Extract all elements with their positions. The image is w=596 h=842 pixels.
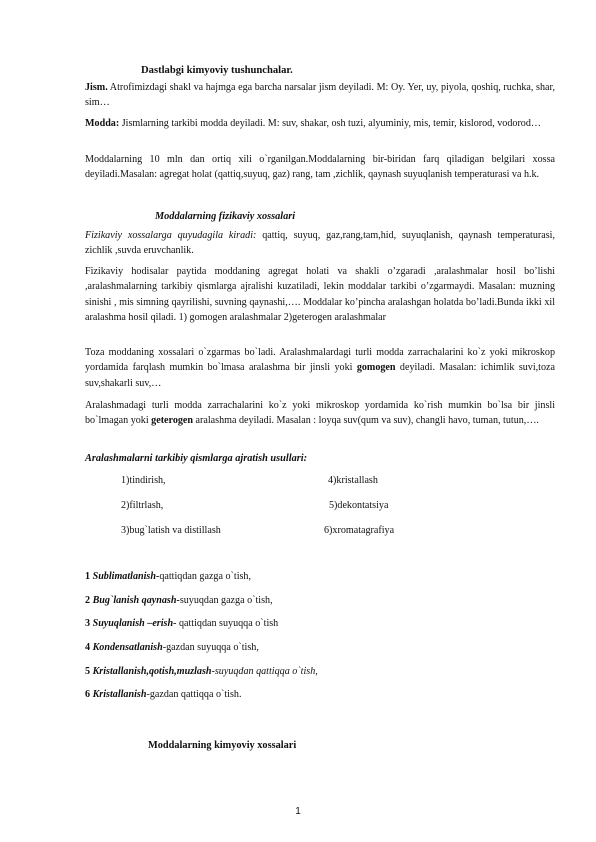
method-item: 6)xromatagrafiya — [324, 525, 395, 536]
method-item: 2)filtrlash, — [121, 500, 164, 511]
subtitle-ajratish-usullari: Aralashmalarni tarkibiy qismlarga ajratish usullari: — [85, 453, 308, 464]
paragraph-modda — [85, 116, 555, 131]
paragraph-gomogen: Toza moddaning xossalari o`zgarmas bo`ladi. Aralashmalardagi turli modda zarrachalarini ko`z yoki mikroskop yordamida farqlash mumkin bo`lmasa aralashma bir jinsli yoki gomogen deyiladi. Masalan: ichimlik suvi,toza suv,shakarli suv,… — [85, 347, 555, 389]
transition-item: 5 Kristallanish,qotish,muzlash-suyuqdan qattiqqa o`tish, — [85, 666, 318, 677]
page-title: Dastlabgi kimyoviy tushunchalar. — [141, 65, 293, 76]
term-gomogen: gomogen — [356, 362, 396, 374]
term-geterogen: geterogen — [151, 415, 194, 427]
term-jism: Jism. — [85, 82, 108, 93]
transition-item: 6 Kristallanish-gazdan qattiqqa o`tish. — [85, 689, 242, 700]
paragraph-text: qattiq, suyuq, gaz,rang,tam,hid, suyuqlanish, qaynash temperaturasi, zichlik ,suvda eruvchanlik. — [85, 230, 555, 257]
subtitle-fizikaviy: Moddalarning fizikaviy xossalari — [155, 211, 296, 222]
paragraph-xossa: Moddalarning 10 mln dan ortiq xili o`rganilgan.Moddalarning bir-biridan farq qiladigan belgilari xossa deyiladi.Masalan: agregat holat (qattiq,suyuq, gaz) rang, tam ,zichlik, qaynash suyuqlanish temperaturasi va h.k. — [85, 154, 555, 181]
method-item: 3)bug`latish va distillash — [121, 525, 221, 536]
transition-term: Kristallanish — [92, 689, 147, 700]
page-number: 1 — [295, 806, 301, 817]
transition-item: 1 Sublimatlanish-qattiqdan gazga o`tish, — [85, 571, 252, 582]
transition-item: 2 Bug`lanish qaynash-suyuqdan gazga o`tish, — [85, 595, 273, 606]
paragraph-fizikaviy-xossalar — [85, 228, 555, 259]
paragraph-geterogen: Aralashmadagi turli modda zarrachalarini ko`z yoki mikroskop yordamida ko`rish mumkin bo`lsa bir jinsli bo`lmagan yoki geterogen aralashma deyiladi. Masalan : loyqa suv(qum va suv), changli havo, tuman, tutun,…. — [85, 400, 555, 427]
subtitle-kimyoviy: Moddalarning kimyoviy xossalari — [148, 740, 297, 751]
method-item: 5)dekontatsiya — [329, 500, 389, 511]
paragraph-jism — [85, 80, 555, 111]
transition-item: 3 Suyuqlanish –erish- qattiqdan suyuqqa o`tish — [85, 618, 279, 629]
transition-term: Kristallanish,qotish,muzlash — [92, 666, 212, 677]
paragraph-text: Jismlarning tarkibi modda deyiladi. M: suv, shakar, osh tuzi, alyuminiy, mis, temir, kislorod, vodorod… — [119, 118, 541, 129]
method-item: 4)kristallash — [328, 475, 378, 486]
method-item: 1)tindirish, — [121, 475, 166, 486]
transition-term: Suyuqlanish –erish- — [92, 618, 177, 629]
term-modda: Modda: — [85, 118, 120, 129]
transition-term: Sublimatlanish- — [92, 571, 160, 582]
term-fizikaviy: Fizikaviy xossalarga quyudagila kiradi: — [85, 230, 257, 241]
paragraph-text: Atrofimizdagi shakl va hajmga ega barcha narsalar jism deyiladi. M: Oy. Yer, uy, piyola, qoshiq, ruchka, shar, sim… — [85, 82, 555, 109]
transition-item: 4 Kondensatlanish-gazdan suyuqqa o`tish, — [85, 642, 259, 653]
transition-term: Bug`lanish qaynash- — [92, 595, 180, 606]
transition-term: Kondensatlanish — [92, 642, 163, 653]
paragraph-hodisalar: Fizikaviy hodisalar paytida moddaning agregat holati va shakli o’zgaradi ,aralashmalar hosil bo’lishi ,aralashmalarning tarkibiy qismlarga ajralishi kuzatiladi, lekin moddalar tarkibi o’zgarmaydi. Masalan: muzning sinishi , mis simning qayrilishi, suvning qaynashi,…. Moddalar ko’pincha aralashgan holatda bo’ladi.Bunda ikki xil aralashma hosil qiladi. 1) gomogen aralashmalar 2)geterogen aralashmalar — [85, 266, 555, 323]
